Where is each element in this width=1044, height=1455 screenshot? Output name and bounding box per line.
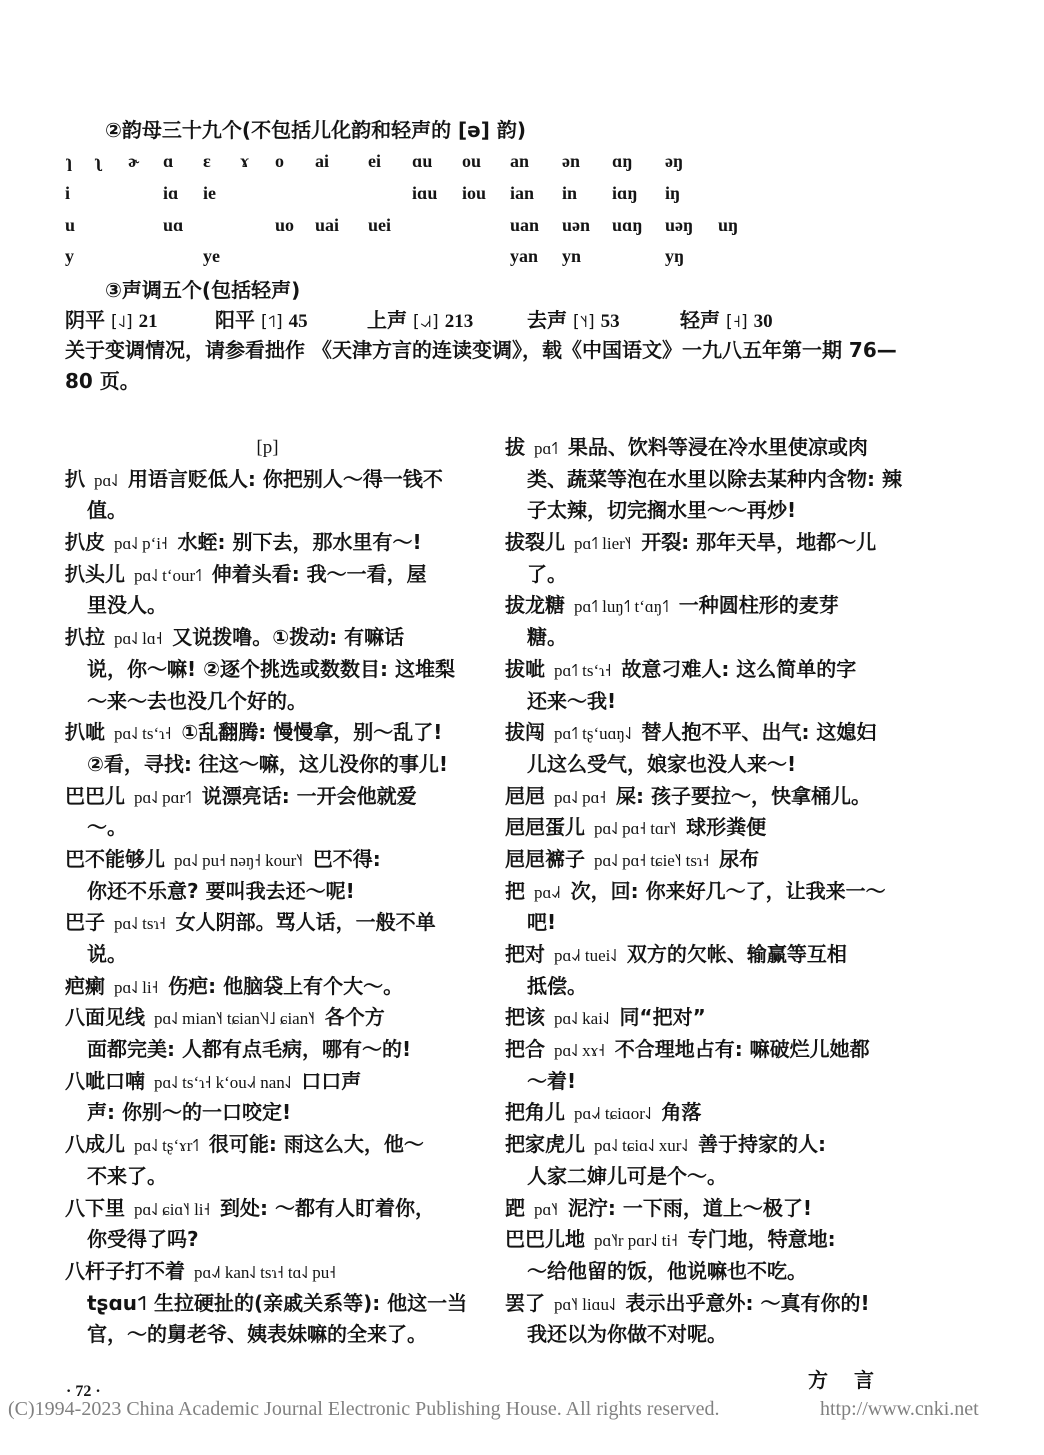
entry-definition: 还来～我! xyxy=(527,688,617,713)
entry-headword: 巴不能够儿 xyxy=(65,846,165,871)
entry-headword: 八杆子打不着 xyxy=(65,1258,185,1283)
entry-definition: 我还以为你做不对呢。 xyxy=(527,1322,727,1347)
final-cell: uən xyxy=(562,214,591,235)
entry-first-line xyxy=(505,1288,905,1320)
dictionary-entry xyxy=(65,781,470,844)
entry-headword: 把该 xyxy=(505,1005,545,1030)
final-cell: y xyxy=(65,246,74,267)
entry-headword: 八面见线 xyxy=(65,1005,145,1030)
entry-first-line xyxy=(505,939,905,971)
entry-definition: 值。 xyxy=(87,498,127,523)
dictionary-entry xyxy=(65,1066,470,1129)
entry-headword: 拔裂儿 xyxy=(505,530,565,555)
final-cell: uɑ xyxy=(163,214,184,235)
entry-definition: 说漂亮话: 一开会他就爱 xyxy=(201,783,417,808)
entry-continuation-line xyxy=(505,907,905,939)
entry-first-line xyxy=(505,1129,905,1161)
tones-heading: ③声调五个(包括轻声) xyxy=(105,278,301,302)
tone-letter: [˧] xyxy=(726,312,748,332)
final-cell: uo xyxy=(275,214,295,235)
entry-definition: ②看，寻找: 往这～嘛，这儿没你的事儿! xyxy=(87,751,449,776)
entry-definition: 巴不得: xyxy=(312,846,381,871)
entry-first-line xyxy=(505,590,905,622)
final-cell: ian xyxy=(510,183,535,204)
entry-continuation-line xyxy=(505,559,905,591)
entry-first-line xyxy=(65,1002,470,1034)
entry-definition: 次，回: 你来好几～了，让我来一～ xyxy=(570,878,886,903)
tone-letter: [˥˧] xyxy=(573,312,595,332)
entry-definition: 不来了。 xyxy=(87,1163,167,1188)
dictionary-entry xyxy=(505,812,905,844)
entry-definition: 球形粪便 xyxy=(686,815,767,840)
final-cell: in xyxy=(562,183,578,204)
dictionary-entry xyxy=(505,527,905,590)
entry-continuation-line xyxy=(505,464,905,496)
final-cell: əŋ xyxy=(665,151,683,172)
tone-letter: [˨˩] xyxy=(111,312,133,332)
entry-headword: 扒皮 xyxy=(65,530,105,555)
entry-first-line xyxy=(505,1002,905,1034)
entry-definition: 同“把对” xyxy=(619,1005,706,1030)
dictionary-entry xyxy=(505,590,905,653)
entry-headword: 扒 xyxy=(65,466,85,491)
final-cell: uŋ xyxy=(718,214,739,235)
final-cell: uei xyxy=(368,214,392,235)
final-cell: ɑ xyxy=(163,151,174,172)
final-cell: iou xyxy=(462,183,487,204)
tone-value: 21 xyxy=(138,311,158,332)
entry-pronunciation: pɑ˨˩ xyxy=(94,470,118,490)
entry-first-line xyxy=(505,432,905,464)
entry-headword: 把家虎儿 xyxy=(505,1132,585,1157)
final-cell: u xyxy=(65,214,76,235)
entry-definition: 水蛭: 别下去，那水里有～! xyxy=(177,530,422,555)
tone-item xyxy=(215,304,308,338)
entry-definition: 类、蔬菜等泡在水里以除去某种内含物: 辣 xyxy=(527,466,902,491)
entry-continuation-line xyxy=(65,1161,470,1193)
entry-first-line xyxy=(65,844,470,876)
dictionary-entry xyxy=(505,939,905,1002)
entry-definition: 口口声 xyxy=(301,1068,362,1093)
entry-pronunciation: pɑ˨˩˧ xyxy=(534,882,561,902)
final-cell: ye xyxy=(203,246,220,267)
dictionary-entry xyxy=(505,432,905,527)
tone-item xyxy=(65,304,158,338)
entry-definition: 子太辣，切完搁水里～～再炒! xyxy=(527,498,797,523)
final-cell: uai xyxy=(315,214,340,235)
entry-first-line xyxy=(65,1256,470,1288)
entry-continuation-line xyxy=(505,749,905,781)
entry-continuation-line xyxy=(505,686,905,718)
entry-definition: 角落 xyxy=(661,1100,702,1125)
dictionary-entry xyxy=(505,781,905,813)
final-cell: ɛ xyxy=(203,151,211,172)
final-cell: ou xyxy=(462,151,482,172)
entry-definition: 了。 xyxy=(527,561,567,586)
final-cell: an xyxy=(510,151,530,172)
entry-definition: 开裂: 那年天旱，地都～儿 xyxy=(641,530,877,555)
entry-definition: 面都完美: 人都有点毛病，哪有～的! xyxy=(87,1037,412,1062)
dictionary-entry xyxy=(65,717,470,780)
entry-definition: 女人阴部。骂人话，一般不单 xyxy=(175,910,436,935)
final-cell: uɑŋ xyxy=(612,214,643,235)
entry-continuation-line xyxy=(65,1224,470,1256)
entry-first-line xyxy=(505,1034,905,1066)
entry-headword: 疤瘌 xyxy=(65,973,105,998)
tone-name: 阴平 xyxy=(65,308,105,332)
dictionary-entry xyxy=(505,1034,905,1097)
tone-sandhi-note-continued: 80 页。 xyxy=(65,369,140,393)
dictionary-entry xyxy=(505,1097,905,1129)
dictionary-entry xyxy=(65,622,470,717)
entry-continuation-line xyxy=(65,495,470,527)
entry-first-line xyxy=(65,1066,470,1098)
final-cell: ɑu xyxy=(412,151,433,172)
entry-first-line xyxy=(65,971,470,1003)
final-cell: ʅ xyxy=(95,151,102,172)
final-cell: ɤ xyxy=(240,151,250,172)
tone-value: 53 xyxy=(600,311,620,332)
tone-letter: [˦˥] xyxy=(261,312,283,332)
final-cell: ie xyxy=(203,183,216,204)
entry-first-line xyxy=(505,876,905,908)
entry-headword: 㞎㞎 xyxy=(505,783,545,808)
entry-definition: 到处: ～都有人盯着你， xyxy=(220,1195,435,1220)
entry-headword: 把 xyxy=(505,878,525,903)
entry-continuation-line xyxy=(505,1256,905,1288)
entry-definition: 儿这么受气，娘家也没人来～! xyxy=(527,751,797,776)
entry-pronunciation: pɑ˨˩ mian˥˧ tɕian˥˧˨˩ ɕian˥˧ xyxy=(154,1009,315,1029)
entry-first-line xyxy=(65,559,470,591)
entry-pronunciation: pɑ˨˩ xɤ˧ xyxy=(554,1041,605,1061)
dictionary-entry xyxy=(505,717,905,780)
entry-pronunciation: pɑ˨˩ pʻi˧ xyxy=(114,534,168,554)
finals-table xyxy=(65,146,758,273)
entry-definition: 说。 xyxy=(87,942,127,966)
dictionary-entry xyxy=(505,1002,905,1034)
dictionary-entry xyxy=(65,1256,470,1351)
source-url-watermark: http://www.cnki.net xyxy=(820,1398,979,1420)
entry-pronunciation: pɑ˨˩˧ tɕiɑor˨˩ xyxy=(574,1104,652,1124)
tone-name: 去声 xyxy=(527,308,567,332)
entry-continuation-line xyxy=(65,654,470,686)
dictionary-entry xyxy=(505,1288,905,1351)
final-cell: yan xyxy=(510,246,539,267)
entry-first-line xyxy=(65,622,470,654)
tone-name: 轻声 xyxy=(680,308,720,332)
finals-heading: ②韵母三十九个(不包括儿化韵和轻声的 [ə] 韵) xyxy=(105,118,526,142)
tone-name: 阳平 xyxy=(215,308,255,332)
tone-item xyxy=(367,304,473,338)
entry-continuation-line xyxy=(65,1034,470,1066)
dictionary-entry xyxy=(505,1129,905,1192)
entry-definition: 用语言贬低人: 你把别人～得一钱不 xyxy=(127,466,443,491)
entry-continuation-line xyxy=(65,1288,470,1320)
entry-definition: 善于持家的人: xyxy=(697,1132,826,1157)
final-cell: iɑu xyxy=(412,183,438,204)
final-cell: ən xyxy=(562,151,580,172)
entry-headword: 巴巴儿 xyxy=(65,783,125,808)
final-cell: uan xyxy=(510,214,540,235)
entry-headword: 八成儿 xyxy=(65,1132,125,1157)
entry-first-line xyxy=(505,812,905,844)
tone-list xyxy=(65,304,915,336)
entry-headword: 罢了 xyxy=(505,1290,545,1315)
final-cell: yŋ xyxy=(665,246,685,267)
final-cell: uəŋ xyxy=(665,214,694,235)
entry-pronunciation: pɑ˨˩ tʻour˦˥ xyxy=(134,565,202,585)
entry-headword: 拔 xyxy=(505,435,525,459)
entry-pronunciation: pɑ˥˧ xyxy=(534,1199,558,1219)
entry-continuation-line xyxy=(505,495,905,527)
dictionary-entry xyxy=(505,1224,905,1287)
entry-pronunciation: pɑ˦˥ tsʻɿ˧ xyxy=(554,660,612,680)
entry-first-line xyxy=(505,717,905,749)
entry-pronunciation: pɑ˨˩ pu˧ nəŋ˧ kour˥˧ xyxy=(174,850,303,870)
tone-sandhi-note: 关于变调情况，请参看拙作 《天津方言的连读变调》，载《中国语文》一九八五年第一期 76— xyxy=(65,338,897,362)
entry-definition: 很可能: 雨这么大，他～ xyxy=(208,1132,424,1157)
entry-headword: 八下里 xyxy=(65,1195,125,1220)
entry-pronunciation: pɑ˥˧ liɑu˨˩ xyxy=(554,1294,616,1314)
entry-headword: 把角儿 xyxy=(505,1100,565,1125)
entry-pronunciation: pɑ˨˩ li˧ xyxy=(114,977,159,997)
dictionary-entry xyxy=(65,1002,470,1065)
dictionary-entry xyxy=(65,527,470,559)
final-cell: yn xyxy=(562,246,582,267)
entry-first-line xyxy=(505,844,905,876)
entry-continuation-line xyxy=(65,939,470,971)
entry-continuation-line xyxy=(65,1097,470,1129)
entry-definition: 果品、饮料等浸在冷水里使凉或肉 xyxy=(567,435,868,459)
entry-pronunciation: pɑ˨˩˦ kan˨˩ tsɿ˧ tɑ˨˩ pu˧ xyxy=(194,1262,336,1282)
dictionary-entry xyxy=(65,907,470,970)
entry-continuation-line xyxy=(505,1319,905,1351)
entry-definition: 泥泞: 一下雨，道上～极了! xyxy=(567,1195,812,1220)
entry-definition: ～着! xyxy=(527,1068,577,1093)
entry-pronunciation: pɑ˨˩ pɑr˦˥ xyxy=(134,787,192,807)
entry-pronunciation: pɑ˨˩ tʂʻɤr˦˥ xyxy=(134,1136,199,1156)
entry-definition: 抵偿。 xyxy=(527,973,587,998)
entry-pronunciation: pɑ˨˩ tɕiɑ˨˩ xur˨˩ xyxy=(594,1136,688,1156)
entry-headword: 跁 xyxy=(505,1195,525,1220)
entry-headword: 巴子 xyxy=(65,910,105,935)
dictionary-entry xyxy=(505,876,905,939)
entry-definition: ～给他留的饭，他说嘛也不吃。 xyxy=(527,1258,807,1283)
entry-definition: ～来～去也没几个好的。 xyxy=(87,688,307,713)
entry-first-line xyxy=(65,717,470,749)
tone-value: 213 xyxy=(444,311,474,332)
entry-first-line xyxy=(65,781,470,813)
dictionary-entry xyxy=(65,559,470,622)
entry-pronunciation: pɑ˨˩ pɑ˧ tɑr˥˧ xyxy=(594,819,677,839)
entry-headword: 巴巴儿地 xyxy=(505,1227,585,1252)
entry-definition: 替人抱不平、出气: 这媳妇 xyxy=(641,720,877,745)
entry-definition: 里没人。 xyxy=(87,593,167,618)
entry-definition: 官，～的舅老爷、姨表妹嘛的全来了。 xyxy=(87,1322,427,1347)
final-cell: ai xyxy=(315,151,330,172)
entry-definition: ～。 xyxy=(87,815,127,840)
entry-first-line xyxy=(65,527,470,559)
entry-first-line xyxy=(505,654,905,686)
dictionary-entry xyxy=(65,1193,470,1256)
entry-continuation-line xyxy=(65,812,470,844)
entry-definition: 专门地，特意地: xyxy=(687,1227,836,1252)
entry-continuation-line xyxy=(505,622,905,654)
entry-continuation-line xyxy=(505,1066,905,1098)
tone-letter: [˨˩˧] xyxy=(413,312,439,332)
tone-item xyxy=(680,304,773,338)
entry-definition: 伤疤: 他脑袋上有个大～。 xyxy=(168,973,404,998)
entry-definition: 人家二婶儿可是个～。 xyxy=(527,1163,727,1188)
tone-value: 30 xyxy=(753,311,773,332)
entry-pronunciation: pɑ˥˧r pɑr˨˩ ti˧ xyxy=(594,1231,678,1251)
entry-definition: 又说拨噜。①拨动: 有嘛话 xyxy=(172,625,405,650)
entry-definition: 你还不乐意? 要叫我去还～呢! xyxy=(87,878,355,903)
final-cell: ei xyxy=(368,151,381,172)
entry-pronunciation: pɑ˨˩ tsʻɿ˧ xyxy=(114,724,172,744)
entry-headword: 拔呲 xyxy=(505,656,545,681)
final-cell: o xyxy=(275,151,284,172)
entry-first-line xyxy=(65,1129,470,1161)
entry-definition: 尿布 xyxy=(719,846,760,871)
dictionary-entry xyxy=(505,1193,905,1225)
entry-headword: 拔闯 xyxy=(505,720,545,745)
entry-continuation-line xyxy=(505,1161,905,1193)
final-cell: iɑ xyxy=(163,183,179,204)
entry-first-line xyxy=(505,1097,905,1129)
entry-headword: 八呲口喃 xyxy=(65,1068,145,1093)
entry-definition: 故意刁难人: 这么简单的字 xyxy=(621,656,857,681)
entry-first-line xyxy=(65,907,470,939)
tone-item xyxy=(527,304,620,338)
final-cell: iŋ xyxy=(665,183,681,204)
entry-pronunciation: pɑ˨˩ pɑ˧ xyxy=(554,787,607,807)
entry-first-line xyxy=(505,1224,905,1256)
tone-value: 45 xyxy=(288,311,308,332)
entry-definition: tʂɑu˦˥ 生拉硬扯的(亲戚关系等): 他这一当 xyxy=(87,1290,468,1315)
entry-pronunciation: pɑ˦˥ luŋ˦˥ tʻɑŋ˦˥ xyxy=(574,597,669,617)
entry-pronunciation: pɑ˨˩ ɕiɑ˥˧ li˧ xyxy=(134,1199,211,1219)
entry-first-line xyxy=(65,1193,470,1225)
entry-continuation-line xyxy=(505,971,905,1003)
copyright-watermark: (C)1994-2023 China Academic Journal Electronic Publishing House. All rights reserved. xyxy=(8,1398,720,1420)
entry-headword: 扒拉 xyxy=(65,625,105,650)
dictionary-entry xyxy=(65,844,470,907)
right-column xyxy=(505,432,905,1351)
entry-definition: 不合理地占有: 嘛破烂儿她都 xyxy=(614,1037,870,1062)
section-heading: [p] xyxy=(256,437,279,458)
dictionary-entry xyxy=(65,1129,470,1192)
entry-definition: ①乱翻腾: 慢慢拿，别～乱了! xyxy=(181,720,443,745)
dictionary-entry xyxy=(505,654,905,717)
entry-definition: 各个方 xyxy=(324,1005,385,1030)
entry-pronunciation: pɑ˨˩˧ tuei˨˩ xyxy=(554,946,617,965)
entry-headword: 扒呲 xyxy=(65,720,105,745)
entry-definition: 声: 你别～的一口咬定! xyxy=(87,1100,292,1125)
entry-definition: 表示出乎意外: ～真有你的! xyxy=(625,1290,870,1315)
dictionary-entry xyxy=(65,464,470,527)
entry-definition: 一种圆柱形的麦芽 xyxy=(678,593,839,618)
entry-pronunciation: pɑ˦˥ tʂʻuɑŋ˨˩ xyxy=(554,724,632,744)
entry-definition: 双方的欠帐、输赢等互相 xyxy=(626,942,847,966)
entry-headword: 㞎㞎蛋儿 xyxy=(505,815,585,840)
final-cell: ɚ xyxy=(128,151,140,172)
final-cell: iɑŋ xyxy=(612,183,638,204)
page-number: · 72 · xyxy=(66,1383,101,1400)
entry-pronunciation: pɑ˦˥ lier˥˧ xyxy=(574,534,632,554)
entry-first-line xyxy=(505,1193,905,1225)
entry-pronunciation: pɑ˨˩ tsʻɿ˧ kʻou˨˩˧ nan˨˩ xyxy=(154,1072,292,1092)
entry-definition: 你受得了吗? xyxy=(87,1227,199,1252)
final-cell: ɑŋ xyxy=(612,151,633,172)
entry-continuation-line xyxy=(65,1319,470,1351)
journal-name: 方言 xyxy=(808,1368,900,1392)
entry-headword: 把对 xyxy=(505,942,545,966)
entry-first-line xyxy=(505,527,905,559)
entry-headword: 拔龙糖 xyxy=(505,593,565,618)
entry-headword: 扒头儿 xyxy=(65,561,125,586)
entry-headword: 㞎㞎褯子 xyxy=(505,846,585,871)
left-column xyxy=(65,432,470,1351)
dictionary-entry xyxy=(65,971,470,1003)
entry-continuation-line xyxy=(65,590,470,622)
entry-pronunciation: pɑ˨˩ lɑ˧ xyxy=(114,629,163,649)
entry-definition: 屎: 孩子要拉～，快拿桶儿。 xyxy=(616,783,872,808)
entry-first-line xyxy=(505,781,905,813)
dictionary-entry xyxy=(505,844,905,876)
entry-headword: 把合 xyxy=(505,1037,545,1062)
entry-definition: 伸着头看: 我～一看，屋 xyxy=(211,561,427,586)
tone-name: 上声 xyxy=(367,308,407,332)
entry-pronunciation: pɑ˨˩ tsɿ˧ xyxy=(114,914,166,934)
entry-continuation-line xyxy=(65,749,470,781)
entry-pronunciation: pɑ˨˩ pɑ˧ tɕie˥˧ tsɿ˧ xyxy=(594,850,710,870)
entry-pronunciation: pɑ˦˥ xyxy=(534,439,558,458)
final-cell: ɿ xyxy=(65,151,73,172)
entry-continuation-line xyxy=(65,876,470,908)
entry-definition: 糖。 xyxy=(527,625,567,650)
entry-definition: 说，你～嘛! ②逐个挑选或数数目: 这堆梨 xyxy=(87,656,455,681)
entry-first-line xyxy=(65,464,470,496)
entry-pronunciation: pɑ˨˩ kai˨˩ xyxy=(554,1009,610,1029)
entry-definition: 吧! xyxy=(527,910,557,935)
entry-continuation-line xyxy=(65,686,470,718)
final-cell: i xyxy=(65,183,71,204)
